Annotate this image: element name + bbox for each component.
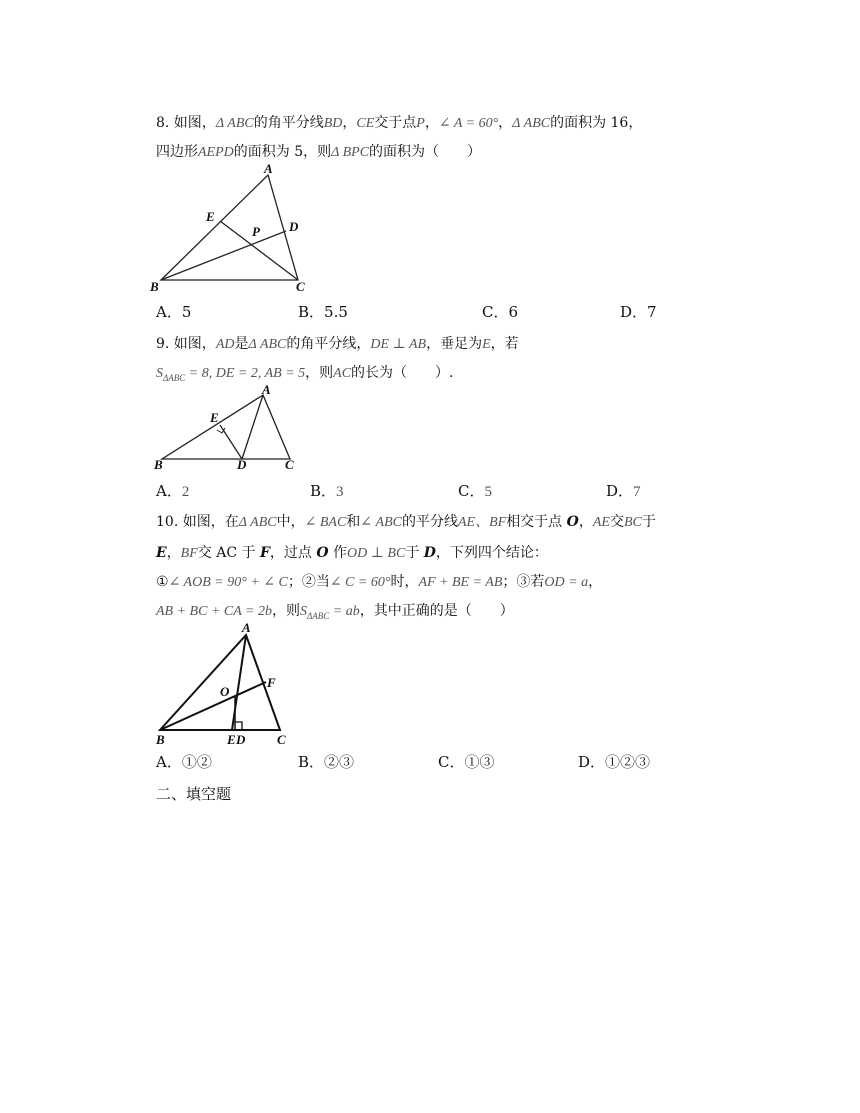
q10-triangle-figure xyxy=(150,618,300,748)
q10-label-a: A xyxy=(242,620,251,635)
q10-stem-line2: E，BF交 AC 于 F，过点 O 作OD ⊥ BC于 D，下列四个结论： xyxy=(156,545,548,561)
q10-label-f: F xyxy=(267,675,276,690)
q9-label-d: D xyxy=(237,457,247,472)
q10-label-c: C xyxy=(277,732,286,747)
q8-option-d[interactable]: D．7 xyxy=(620,303,657,321)
q10-option-c[interactable]: C．①③ xyxy=(438,753,495,771)
q8-label-e: E xyxy=(206,209,215,224)
q8-option-c[interactable]: C．6 xyxy=(482,303,519,321)
q8-label-p: P xyxy=(252,224,260,239)
q9-stem-line2: $S_{\Delta ABC} = 8$, DE = 2, AB = 5，则AC的长为（ ）. xyxy=(156,365,454,383)
q9-option-d[interactable]: D．7 xyxy=(606,482,641,500)
q10-label-o: O xyxy=(220,684,230,699)
q10-option-a[interactable]: A．①② xyxy=(156,753,212,771)
q10-option-d[interactable]: D．①②③ xyxy=(578,753,651,771)
q10-option-b[interactable]: B．②③ xyxy=(298,753,355,771)
q8-label-b: B xyxy=(150,279,159,294)
q8-label-c: C xyxy=(296,279,305,294)
q9-triangle-abc xyxy=(162,395,290,459)
section-heading-fill-in-blank: 二、填空题 xyxy=(156,785,232,803)
q9-label-c: C xyxy=(285,457,294,472)
q10-stem-line3: ①∠ AOB = 90° + ∠ C；②当∠ C = 60°时，AF + BE = AB；③若OD = a， xyxy=(156,574,603,590)
q9-option-b[interactable]: B．3 xyxy=(310,482,344,500)
q9-right-angle-mark xyxy=(217,428,225,433)
q10-stem-line1: 10. 如图，在Δ ABC中，∠ BAC和∠ ABC的平分线AE、BF相交于点 O，AE交BC于 xyxy=(156,514,656,530)
q9-label-a: A xyxy=(262,382,271,397)
q10-right-angle-mark xyxy=(235,722,242,730)
q9-label-e: E xyxy=(210,410,219,425)
q9-segment-ad xyxy=(242,395,263,459)
q10-label-b: B xyxy=(156,732,165,747)
q9-label-b: B xyxy=(154,457,163,472)
q9-stem-line1: 9. 如图，AD是Δ ABC的角平分线，DE ⊥ AB，垂足为E，若 xyxy=(156,336,519,352)
q9-option-a[interactable]: A．2 xyxy=(156,482,190,500)
q10-label-d: D xyxy=(236,732,246,747)
q8-label-d: D xyxy=(289,219,299,234)
q8-label-a: A xyxy=(264,161,273,176)
q8-stem-line2: 四边形AEPD的面积为 5，则Δ BPC的面积为（ ） xyxy=(156,144,482,160)
q8-segment-bd xyxy=(161,231,286,280)
q8-option-a[interactable]: A．5 xyxy=(156,303,192,321)
q10-stem-line4: AB + BC + CA = 2b，则$S_{\Delta ABC}$ = ab，其中正确的是（ ） xyxy=(156,603,514,621)
q9-triangle-figure xyxy=(150,382,310,474)
q10-label-e: E xyxy=(227,732,236,747)
q8-triangle-figure xyxy=(150,160,320,300)
q9-option-c[interactable]: C．5 xyxy=(458,482,492,500)
q8-stem-line1: 8. 如图，Δ ABC的角平分线BD，CE交于点P，∠ A = 60°，Δ ABC的面积为 16， xyxy=(156,115,643,131)
q8-option-b[interactable]: B．5.5 xyxy=(298,303,348,321)
q10-segment-bf xyxy=(160,682,266,730)
q10-triangle-abc xyxy=(160,635,280,730)
